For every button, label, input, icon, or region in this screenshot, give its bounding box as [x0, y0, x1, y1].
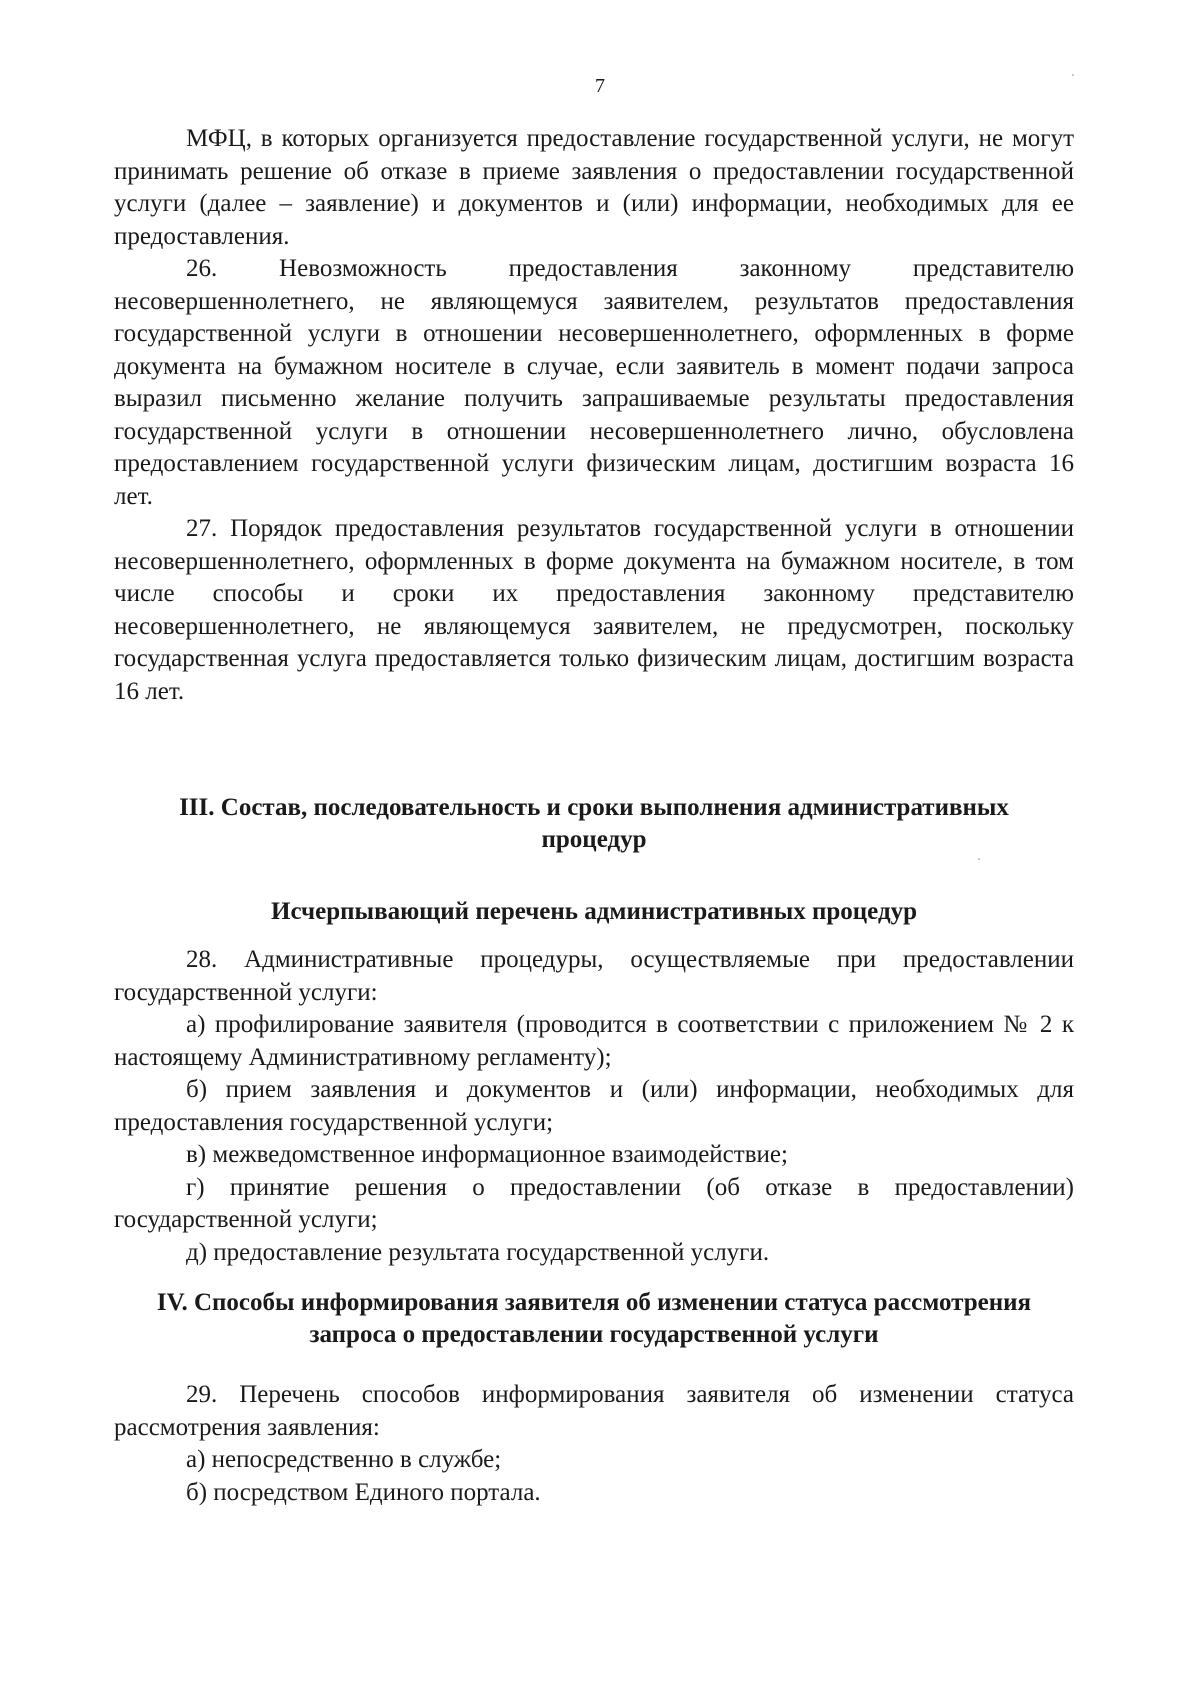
- list-item: а) профилирование заявителя (проводится в соответствии с приложением № 2 к настоящему Административному регламенту);: [114, 1011, 1074, 1071]
- scan-speck: [978, 858, 980, 860]
- list-item: д) предоставление результата государственной услуги.: [186, 1238, 770, 1266]
- section-3-title: III. Состав, последовательность и сроки выполнения административных процедур: [179, 794, 1009, 853]
- paragraph-26: 26. Невозможность предоставления законному представителю несовершеннолетнего, не являющемуся заявителем, результатов предоставления государственной услуги в отношении несовершеннолетнего, оформленных в форме документа на бумажном носителе в случае, если заявитель в момент подачи запроса выразил письменно желание получить запрашиваемые результаты предоставления государственной услуги в отношении несовершеннолетнего лично, обусловлена предоставлением государственной услуги физическим лицам, достигшим возраста 16 лет.: [114, 255, 1074, 510]
- section-4-title: IV. Способы информирования заявителя об изменении статуса рассмотрения запроса о предоставлении государственной услуги: [156, 1289, 1032, 1348]
- list-item: г) принятие решения о предоставлении (об отказе в предоставлении) государственной услуги;: [114, 1173, 1074, 1233]
- scan-speck: [1072, 74, 1074, 76]
- section-3-subtitle: Исчерпывающий перечень административных процедур: [271, 898, 917, 925]
- list-item: б) посредством Единого портала.: [186, 1478, 541, 1506]
- paragraph-28: 28. Административные процедуры, осуществляемые при предоставлении государственной услуги:: [114, 946, 1074, 1006]
- paragraph-27: 27. Порядок предоставления результатов государственной услуги в отношении несовершеннолетнего, оформленных в форме документа на бумажном носителе, в том числе способы и сроки их предоставления законному представителю несовершеннолетнего, не являющемуся заявителем, не предусмотрен, поскольку государственная услуга предоставляется только физическим лицам, достигшим возраста 16 лет.: [114, 515, 1074, 705]
- document-body: [114, 123, 1074, 1509]
- list-item: б) прием заявления и документов и (или) информации, необходимых для предоставления государственной услуги;: [114, 1076, 1074, 1136]
- page-number: 7: [595, 75, 605, 97]
- list-item: в) межведомственное информационное взаимодействие;: [186, 1141, 788, 1168]
- list-item: а) непосредственно в службе;: [186, 1446, 502, 1473]
- paragraph-29: 29. Перечень способов информирования заявителя об изменении статуса рассмотрения заявления:: [114, 1381, 1074, 1441]
- paragraph-mfc: МФЦ, в которых организуется предоставление государственной услуги, не могут принимать решение об отказе в приеме заявления о предоставлении государственной услуги (далее – заявление) и документов и (или) информации, необходимых для ее предоставления.: [114, 125, 1074, 250]
